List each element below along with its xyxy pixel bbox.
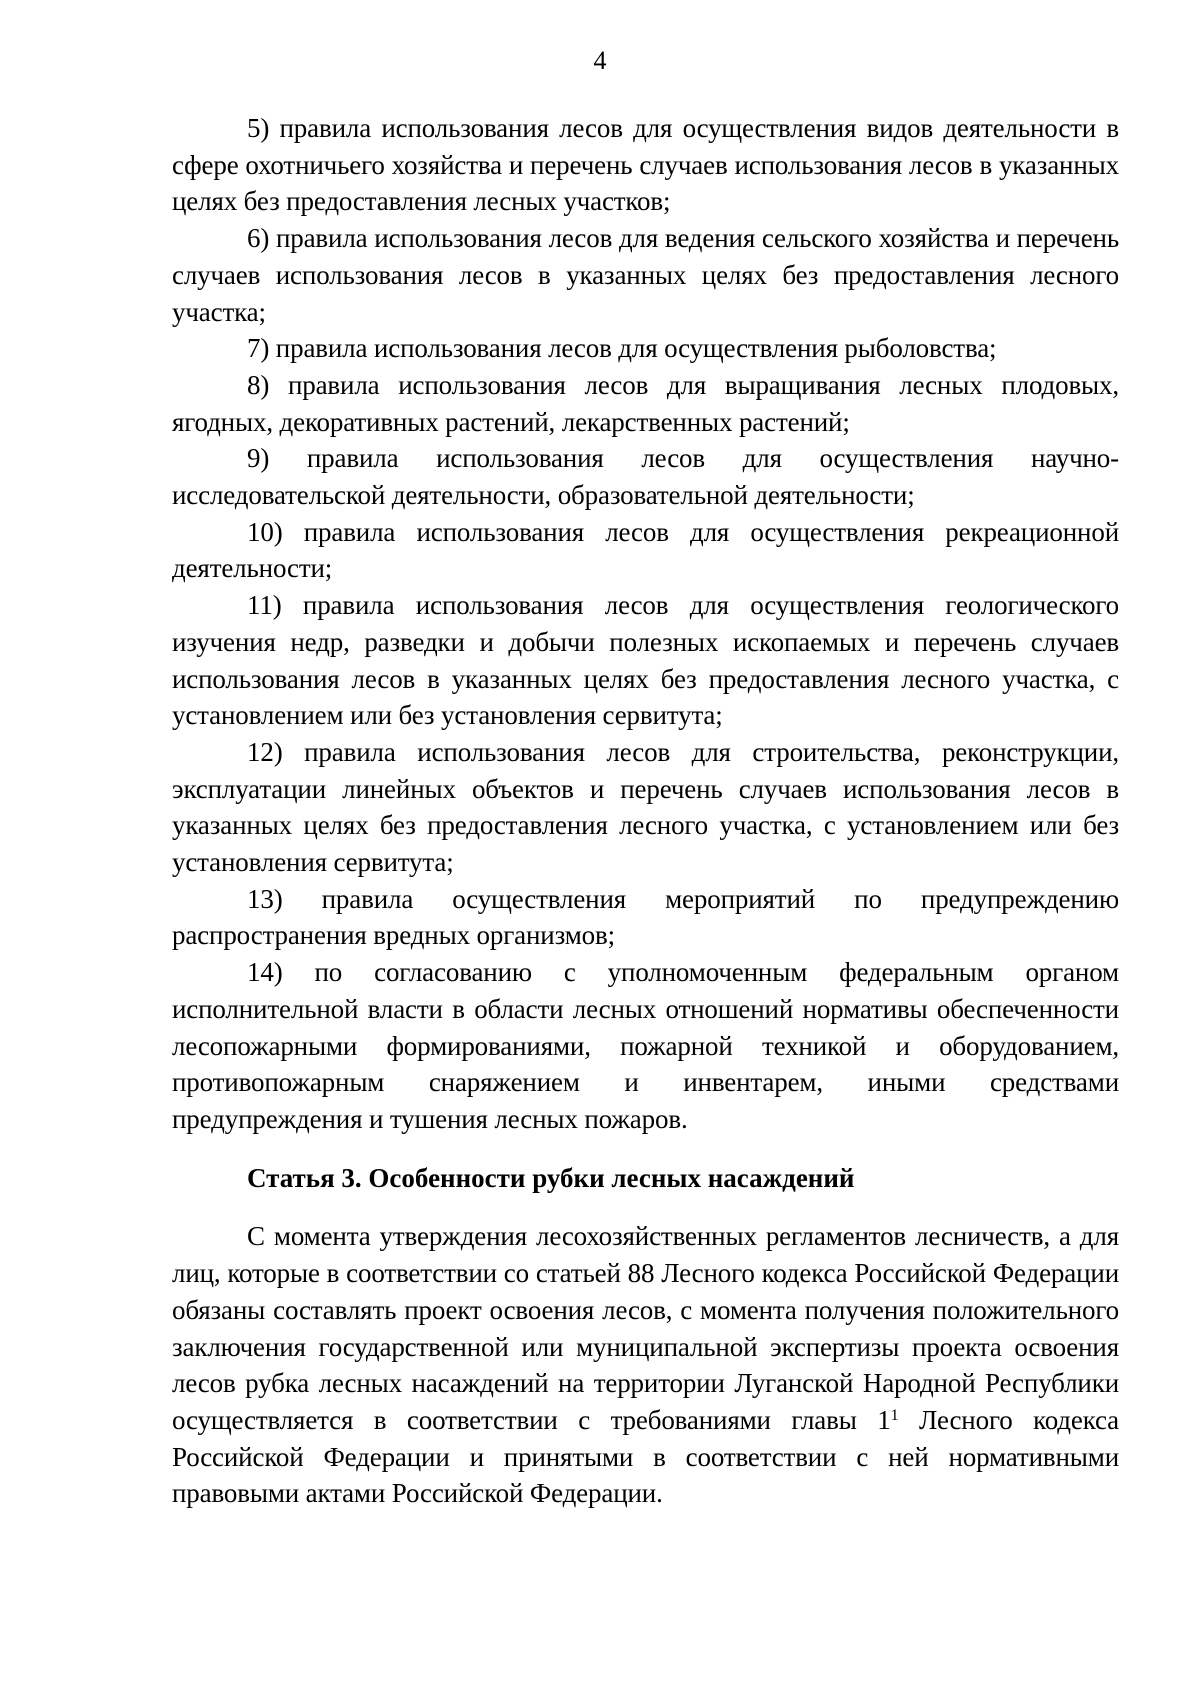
chapter-superscript: 1 <box>890 1406 899 1424</box>
article-paragraph-text-end: Лесного кодекса Российской Федерации и принятыми в соответствии с ней нормативными правовыми актами Российской Федерации. <box>172 1404 1119 1509</box>
article-heading: Статья 3. Особенности рубки лесных насаждений <box>247 1162 855 1193</box>
document-body <box>172 110 1119 1512</box>
list-item-9: 9) правила использования лесов для осуществления научно-исследовательской деятельности, образовательной деятельности; <box>172 443 1119 511</box>
article-paragraph <box>172 1218 1119 1512</box>
page-number: 4 <box>593 46 607 75</box>
list-item-8: 8) правила использования лесов для выращивания лесных плодовых, ягодных, декоративных растений, лекарственных растений; <box>172 369 1119 437</box>
article-paragraph-text-start: С момента утверждения лесохозяйственных регламентов лесничеств, а для лиц, которые в соответствии со статьей 88 Лесного кодекса Российской Федерации обязаны составлять проект освоения лесов, с момента получения положительного заключения государственной или муниципальной экспертизы проекта освоения лесов рубка лесных насаждений на территории Луганской Народной Республики осуществляется в соответствии с требованиями главы 1 <box>172 1221 1119 1435</box>
list-item-5: 5) правила использования лесов для осуществления видов деятельности в сфере охотничьего хозяйства и перечень случаев использования лесов в указанных целях без предоставления лесных участков; <box>172 113 1119 217</box>
list-item-11: 11) правила использования лесов для осуществления геологического изучения недр, разведки и добычи полезных ископаемых и перечень случаев использования лесов в указанных целях без предоставления лесного участка, с установлением или без установления сервитута; <box>172 590 1119 731</box>
list-item-7: 7) правила использования лесов для осуществления рыболовства; <box>247 333 997 364</box>
list-item-12: 12) правила использования лесов для строительства, реконструкции, эксплуатации линейных объектов и перечень случаев использования лесов в указанных целях без предоставления лесного участка, с установлением или без установления сервитута; <box>172 736 1119 878</box>
list-item-13: 13) правила осуществления мероприятий по предупреждению распространения вредных организмов; <box>172 883 1119 951</box>
list-item-10: 10) правила использования лесов для осуществления рекреационной деятельности; <box>172 516 1119 584</box>
list-item-6: 6) правила использования лесов для ведения сельского хозяйства и перечень случаев использования лесов в указанных целях без предоставления лесного участка; <box>172 223 1119 327</box>
list-item-14: 14) по согласованию с уполномоченным федеральным органом исполнительной власти в области лесных отношений нормативы обеспеченности лесопожарными формированиями, пожарной техникой и оборудованием, противопожарным снаряжением и инвентарем, иными средствами предупреждения и тушения лесных пожаров. <box>172 957 1119 1134</box>
